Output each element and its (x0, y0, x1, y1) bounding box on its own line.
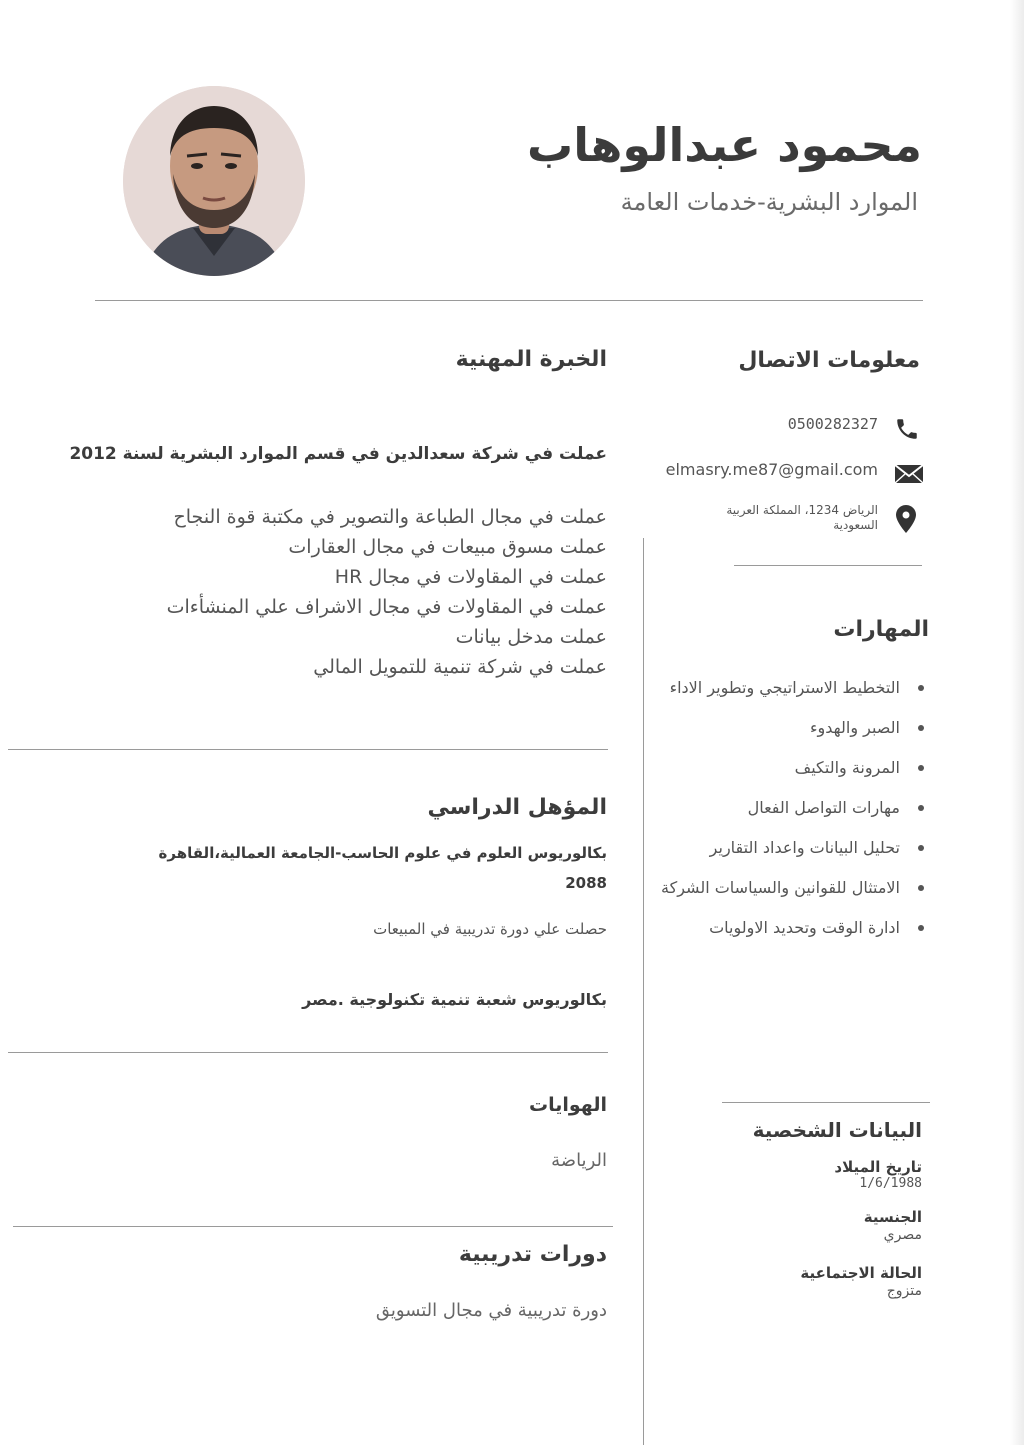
experience-item: عملت في مجال الطباعة والتصوير في مكتبة قوة النجاح (173, 506, 607, 528)
experience-headline: عملت في شركة سعدالدين في قسم الموارد البشرية لسنة 2012 (69, 444, 607, 464)
skill-item: تحليل البيانات واعداد التقارير (650, 828, 900, 868)
marital-status-label: الحالة الاجتماعية (800, 1264, 922, 1282)
experience-item: عملت مسوق مبيعات في مجال العقارات (288, 536, 607, 558)
experience-list (87, 502, 607, 682)
phone-icon (894, 416, 920, 442)
person-name: محمود عبدالوهاب (527, 118, 922, 172)
education-divider (8, 1052, 608, 1053)
education-degree-second: بكالوريوس شعبة تنمية تكنولوجية .مصر (302, 990, 607, 1009)
skill-item: الصبر والهدوء (650, 708, 900, 748)
profile-photo (123, 86, 305, 276)
location-pin-icon (894, 504, 920, 530)
skill-item: التخطيط الاستراتيجي وتطوير الاداء (650, 668, 900, 708)
experience-item: عملت في المقاولات في مجال HR (334, 566, 607, 588)
profile-photo-illustration (123, 86, 305, 276)
experience-heading: الخبرة المهنية (455, 347, 607, 372)
personal-heading: البيانات الشخصية (752, 1118, 922, 1142)
nationality-label: الجنسية (863, 1208, 922, 1226)
training-value: دورة تدريبية في مجال التسويق (375, 1300, 607, 1321)
address-text: الرياض 1234، المملكة العربية السعودية (726, 503, 878, 532)
skills-divider (722, 1102, 930, 1103)
contact-heading: معلومات الاتصال (738, 348, 920, 373)
envelope-icon (894, 462, 924, 488)
skill-item: ادارة الوقت وتحديد الاولويات (650, 908, 900, 948)
skill-item: المرونة والتكيف (650, 748, 900, 788)
marital-status-value: متزوج (886, 1283, 922, 1299)
skill-item: الامتثال للقوانين والسياسات الشركة (650, 868, 900, 908)
education-degree: بكالوريوس العلوم في علوم الحاسب-الجامعة العمالية،القاهرة 2088 (158, 844, 607, 892)
column-divider (643, 538, 644, 1445)
education-course: حصلت علي دورة تدريبية في المبيعات (373, 920, 607, 938)
experience-item: عملت مدخل بيانات (455, 626, 607, 648)
skills-list (650, 668, 900, 948)
hobbies-divider (13, 1226, 613, 1227)
email-address[interactable]: elmasry.me87@gmail.com (665, 460, 878, 479)
skill-item: مهارات التواصل الفعال (650, 788, 900, 828)
experience-divider (8, 749, 608, 750)
education-heading: المؤهل الدراسي (427, 795, 607, 820)
nationality-value: مصري (883, 1227, 922, 1243)
phone-number[interactable]: 0500282327 (787, 415, 878, 433)
hobbies-heading: الهوايات (529, 1094, 607, 1116)
skills-heading: المهارات (833, 617, 929, 642)
training-heading: دورات تدريبية (458, 1242, 607, 1267)
experience-item: عملت في شركة تنمية للتمويل المالي (313, 656, 607, 678)
birth-date-value: 1/6/1988 (859, 1176, 922, 1191)
hobby-value: الرياضة (551, 1150, 607, 1171)
header-divider (95, 300, 923, 301)
experience-item: عملت في المقاولات في مجال الاشراف علي المنشأءات (166, 596, 607, 618)
job-title: الموارد البشرية-خدمات العامة (620, 188, 918, 216)
birth-date-label: تاريخ الميلاد (834, 1158, 922, 1176)
contact-divider (734, 565, 922, 566)
page-edge-shadow (1010, 0, 1024, 1445)
